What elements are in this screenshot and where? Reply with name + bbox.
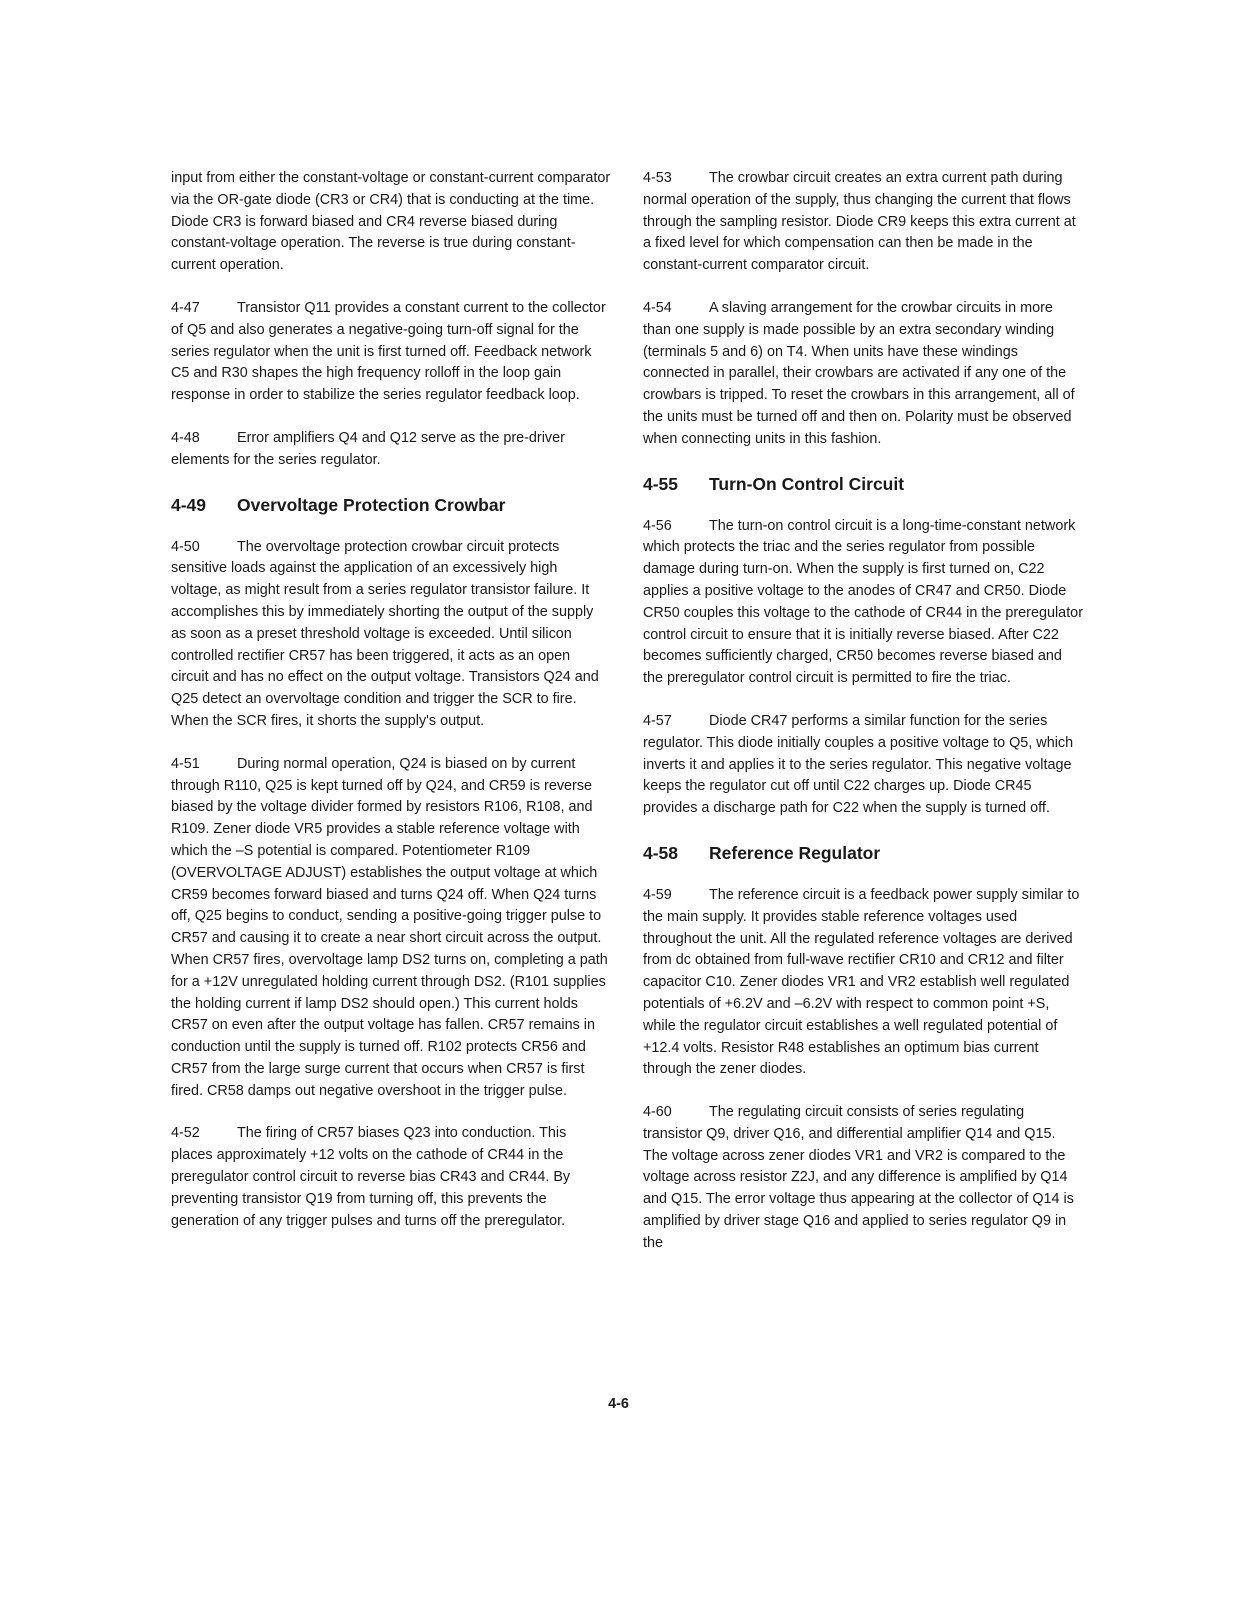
paragraph-4-60	[643, 1102, 1083, 1255]
paragraph-number: 4-47	[171, 299, 200, 316]
paragraph-text: A slaving arrangement for the crowbar circuits in more than one supply is made possible by an extra secondary winding (terminals 5 and 6) on T4. When units have these windings connected in parallel, their crowbars are activated if any one of the crowbars is tripped. To reset the crowbars in this arrangement, all of the units must be turned off and then on. Polarity must be observed when connecting units in this fashion.	[643, 299, 1075, 447]
paragraph-text: The reference circuit is a feedback power supply similar to the main supply. It provides stable reference voltages used throughout the unit. All the regulated reference voltages are derived from dc obtained from full-wave rectifier CR10 and CR12 and filter capacitor C10. Zener diodes VR1 and VR2 establish well regulated potentials of +6.2V and –6.2V with respect to common point +S, while the regulator circuit establishes a well regulated potential of +12.4 volts. Resistor R48 establishes an optimum bias current through the zener diodes.	[643, 886, 1080, 1078]
paragraph-number: 4-56	[643, 517, 672, 534]
section-number: 4-55	[643, 473, 679, 494]
section-title: Reference Regulator	[709, 842, 881, 863]
section-title: Overvoltage Protection Crowbar	[237, 494, 506, 515]
left-column	[171, 168, 611, 1253]
section-title: Turn-On Control Circuit	[709, 473, 905, 494]
paragraph-4-53	[643, 168, 1083, 277]
right-column	[643, 168, 1083, 1276]
paragraph-number: 4-51	[171, 755, 200, 772]
paragraph-number: 4-48	[171, 429, 200, 446]
paragraph-number: 4-53	[643, 170, 672, 186]
paragraph-4-47	[171, 298, 611, 407]
paragraph-number: 4-57	[643, 712, 672, 729]
paragraph-number: 4-52	[171, 1125, 200, 1142]
paragraph-text: The overvoltage protection crowbar circuit protects sensitive loads against the application of an excessively high voltage, as might result from a series regulator transistor failure. It accomplishes this by immediately shorting the output of the supply as soon as a preset threshold voltage is exceeded. Until silicon controlled rectifier CR57 has been triggered, it acts as an open circuit and has no effect on the output voltage. Transistors Q24 and Q25 detect an overvoltage condition and trigger the SCR to fire. When the SCR fires, it shorts the supply's output.	[171, 538, 599, 729]
paragraph-4-52	[171, 1123, 611, 1232]
paragraph-number: 4-60	[643, 1104, 672, 1121]
paragraph-text: The regulating circuit consists of series regulating transistor Q9, driver Q16, and differential amplifier Q14 and Q15. The voltage across zener diodes VR1 and VR2 is compared to the voltage across resistor Z2J, and any difference is amplified by Q14 and Q15. The error voltage thus appearing at the collector of Q14 is amplified by driver stage Q16 and applied to series regulator Q9 in the	[643, 1104, 1074, 1251]
section-heading-4-58	[643, 841, 1083, 865]
paragraph-number: 4-50	[171, 538, 200, 555]
paragraph-text: The crowbar circuit creates an extra current path during normal operation of the supply, thus changing the current that flows through the sampling resistor. Diode CR9 keeps this extra current at a fixed level for which compensation can then be made in the constant-current comparator circuit.	[643, 170, 1076, 274]
paragraph-4-57	[643, 711, 1083, 820]
paragraph-text: Error amplifiers Q4 and Q12 serve as the pre-driver elements for the series regulator.	[171, 429, 565, 468]
section-heading-4-55	[643, 472, 1083, 496]
paragraph-text: Diode CR47 performs a similar function for the series regulator. This diode initially couples a positive voltage to Q5, which inverts it and applies it to the series regulator. This negative voltage keeps the regulator cut off until C22 charges up. Diode CR45 provides a discharge path for C22 when the supply is turned off.	[643, 712, 1074, 817]
paragraph-4-51	[171, 754, 611, 1103]
section-number: 4-49	[171, 494, 207, 515]
page-number: 4-6	[608, 1396, 629, 1412]
paragraph-4-48	[171, 428, 611, 472]
paragraph-text: During normal operation, Q24 is biased on by current through R110, Q25 is kept turned off by Q24, and CR59 is reverse biased by the voltage divider formed by resistors R106, R108, and R109. Zener diode VR5 provides a stable reference voltage with which the –S potential is compared. Potentiometer R109 (OVERVOLTAGE ADJUST) establishes the output voltage at which CR59 becomes forward biased and turns Q24 off. When Q24 turns off, Q25 begins to conduct, sending a positive-going trigger pulse to CR57 and causing it to create a near short circuit across the output. When CR57 fires, overvoltage lamp DS2 turns on, completing a path for a +12V unregulated holding current through DS2. (R101 supplies the holding current if lamp DS2 should open.) This current holds CR57 on even after the output voltage has fallen. CR57 remains in conduction until the supply is turned off. R102 protects CR56 and CR57 from the large surge current that occurs when CR57 is first fired. CR58 damps out negative overshoot in the trigger pulse.	[171, 755, 608, 1099]
section-number: 4-58	[643, 842, 679, 863]
paragraph-continuation	[171, 168, 611, 277]
paragraph-text: Transistor Q11 provides a constant current to the collector of Q5 and also generates a negative-going turn-off signal for the series regulator when the unit is first turned off. Feedback network C5 and R30 shapes the high frequency rolloff in the loop gain response in order to stabilize the series regulator feedback loop.	[171, 299, 606, 404]
paragraph-4-59	[643, 885, 1083, 1081]
paragraph-number: 4-59	[643, 886, 672, 903]
section-heading-4-49	[171, 493, 611, 517]
paragraph-text: input from either the constant-voltage or constant-current comparator via the OR-gate diode (CR3 or CR4) that is conducting at the time. Diode CR3 is forward biased and CR4 reverse biased during constant-voltage operation. The reverse is true during constant-current operation.	[171, 170, 611, 274]
paragraph-number: 4-54	[643, 299, 672, 316]
paragraph-4-50	[171, 537, 611, 733]
paragraph-4-54	[643, 298, 1083, 451]
paragraph-text: The firing of CR57 biases Q23 into conduction. This places approximately +12 volts on the cathode of CR44 in the preregulator control circuit to reverse bias CR43 and CR44. By preventing transistor Q19 from turning off, this prevents the generation of any trigger pulses and turns off the preregulator.	[171, 1125, 571, 1229]
paragraph-text: The turn-on control circuit is a long-time-constant network which protects the triac and the series regulator from possible damage during turn-on. When the supply is first turned on, C22 applies a positive voltage to the anodes of CR47 and CR50. Diode CR50 couples this voltage to the cathode of CR44 in the preregulator control circuit to ensure that it is initially reverse biased. After C22 becomes sufficiently charged, CR50 becomes reverse biased and the preregulator control circuit is permitted to fire the triac.	[643, 517, 1083, 687]
paragraph-4-56	[643, 516, 1083, 690]
